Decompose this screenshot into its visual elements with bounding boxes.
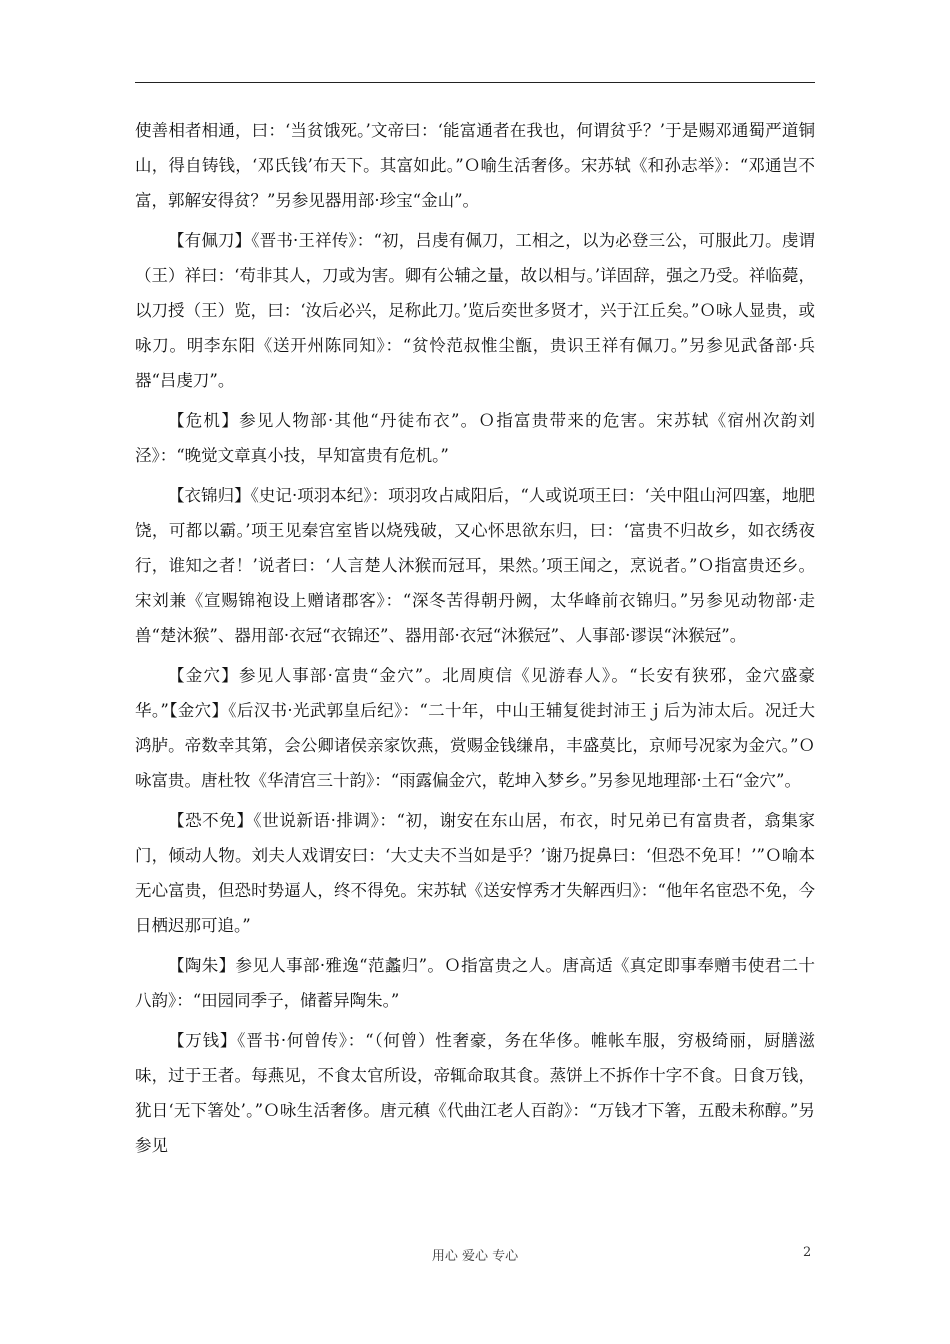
paragraph-continuation: 使善相者相通，曰：‘当贫饿死。’文帝曰：‘能富通者在我也，何谓贫乎？’于是赐邓通蜀严道铜山，得自铸钱，‘邓氏钱’布天下。其富如此。”Ｏ喻生活奢侈。宋苏轼《和孙志举》：“邓通岂不富，郭解安得贫？”另参见器用部·珍宝“金山”。 <box>135 121 815 210</box>
page-number: 2 <box>803 1245 812 1260</box>
paragraph-entry-kong-bu-mian: 【恐不免】《世说新语·排调》：“初，谢安在东山居，布衣，时兄弟已有富贵者，翕集家门，倾动人物。刘夫人戏谓安曰：‘大丈夫不当如是乎？’谢乃捉鼻曰：‘但恐不免耳！’”Ｏ喻本无心富贵，但恐时势逼人，终不得免。宋苏轼《送安惇秀才失解西归》：“他年名宦恐不免，今日栖迟那可追。” <box>135 811 815 935</box>
paragraph-entry-wei-ji: 【危机】参见人物部·其他“丹徒布衣”。Ｏ指富贵带来的危害。宋苏轼《宿州次韵刘泾》：“晚觉文章真小技，早知富贵有危机。” <box>135 411 815 465</box>
paragraph-entry-yi-jin-gui: 【衣锦归】《史记·项羽本纪》：项羽攻占咸阳后，“人或说项王曰：‘关中阻山河四塞，地肥饶，可都以霸。’项王见秦宫室皆以烧残破，又心怀思欲东归，曰：‘富贵不归故乡，如衣绣夜行，谁知之者！’说者曰：‘人言楚人沐猴而冠耳，果然。’项王闻之，烹说者。”Ｏ指富贵还乡。宋刘兼《宣赐锦袍设上赠诸郡客》：“深冬苦得朝丹阙，太华峰前衣锦归。”另参见动物部·走兽“楚沐猴”、器用部·衣冠“衣锦还”、器用部·衣冠“沐猴冠”、人事部·谬误“沐猴冠”。 <box>135 486 815 645</box>
paragraph-entry-you-pei-dao: 【有佩刀】《晋书·王祥传》：“初，吕虔有佩刀，工相之，以为必登三公，可服此刀。虔谓（王）祥曰：‘苟非其人，刀或为害。卿有公辅之量，故以相与。’详固辞，强之乃受。祥临薨，以刀授（王）览，曰：‘汝后必兴，足称此刀。’览后奕世多贤才，兴于江丘矣。”Ｏ咏人显贵，或咏刀。明李东阳《送开州陈同知》：“贫怜范叔惟尘甑，贵识王祥有佩刀。”另参见武备部·兵器“吕虔刀”。 <box>135 231 815 390</box>
header-rule <box>135 82 815 83</box>
paragraph-entry-wan-qian: 【万钱】《晋书·何曾传》：“（何曾）性奢豪，务在华侈。帷帐车服，穷极绮丽，厨膳滋味，过于王者。每燕见，不食太官所设，帝辄命取其食。蒸饼上不拆作十字不食。日食万钱，犹日‘无下箸处’。”Ｏ咏生活奢侈。唐元稹《代曲江老人百韵》：“万钱才下箸，五酘未称醇。”另参见 <box>135 1031 815 1155</box>
document-body <box>135 113 815 1168</box>
page-footer: 用心 爱心 专心 <box>431 1249 519 1264</box>
paragraph-entry-jin-xue: 【金穴】参见人事部·富贵“金穴”。北周庾信《见游春人》。“长安有狭邪，金穴盛豪华。”【金穴】《后汉书·光武郭皇后纪》：“二十年，中山王辅复徙封沛王ｊ后为沛太后。况迁大鸿胪。帝数幸其第，会公卿诸侯亲家饮燕，赏赐金钱缣帛，丰盛莫比，京师号况家为金穴。”Ｏ咏富贵。唐杜牧《华清宫三十韵》：“雨露偏金穴，乾坤入梦乡。”另参见地理部·土石“金穴”。 <box>135 666 815 790</box>
paragraph-entry-tao-zhu: 【陶朱】参见人事部·雅逸“范蠡归”。Ｏ指富贵之人。唐高适《真定即事奉赠韦使君二十八韵》：“田园同季子，储蓄异陶朱。” <box>135 956 815 1010</box>
